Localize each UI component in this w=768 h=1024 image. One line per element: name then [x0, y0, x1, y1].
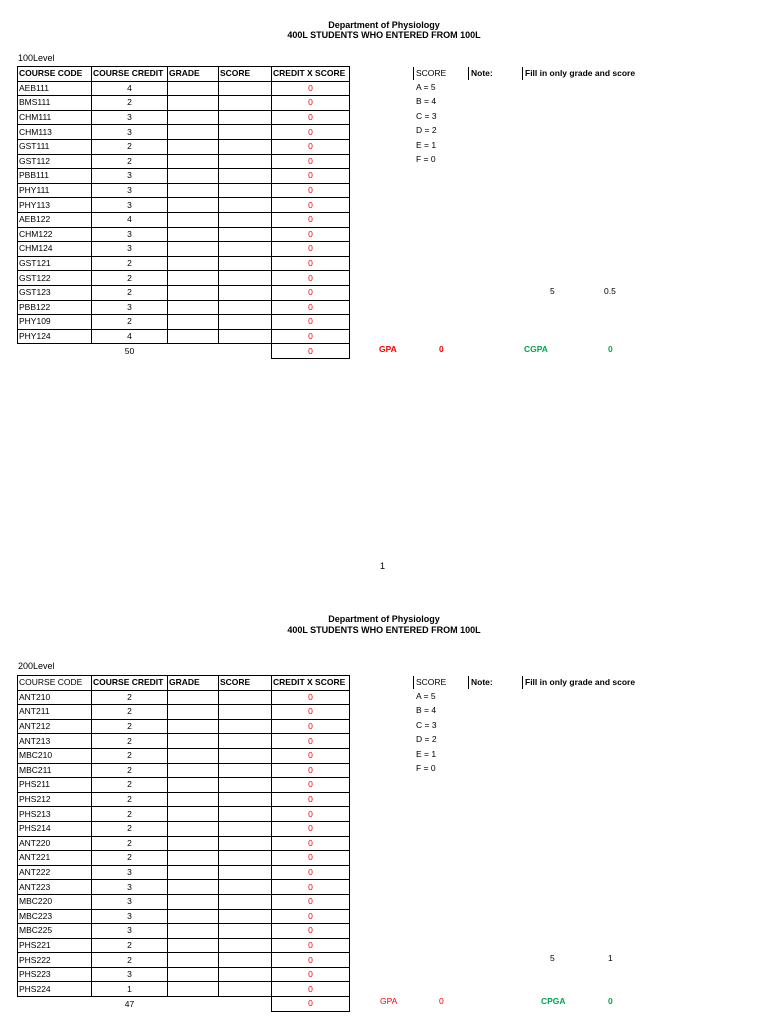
grade-cell[interactable] — [168, 748, 219, 763]
credit-x-score-cell: 0 — [272, 271, 350, 286]
credit-x-score-cell: 0 — [272, 96, 350, 111]
credit-x-score-cell: 0 — [272, 719, 350, 734]
credit-x-score-cell: 0 — [272, 880, 350, 895]
grade-cell[interactable] — [168, 315, 219, 330]
grade-cell[interactable] — [168, 924, 219, 939]
credit-x-score-cell: 0 — [272, 821, 350, 836]
credit-x-score-cell: 0 — [272, 924, 350, 939]
score-cell[interactable] — [219, 734, 272, 749]
score-cell[interactable] — [219, 169, 272, 184]
grade-cell[interactable] — [168, 880, 219, 895]
course-credit-cell: 2 — [92, 705, 168, 720]
table-row — [18, 880, 350, 895]
credit-x-score-cell: 0 — [272, 315, 350, 330]
grade-cell[interactable] — [168, 894, 219, 909]
course-credit-cell: 2 — [92, 792, 168, 807]
course-code-cell: ANT210 — [18, 690, 92, 705]
legend-item: B = 4 — [416, 705, 437, 716]
course-credit-cell: 2 — [92, 778, 168, 793]
course-code-cell: PHS221 — [18, 938, 92, 953]
credit-x-score-cell: 0 — [272, 778, 350, 793]
score-cell[interactable] — [219, 242, 272, 257]
table-row — [18, 924, 350, 939]
credit-x-score-cell: 0 — [272, 154, 350, 169]
course-code-cell: PHS212 — [18, 792, 92, 807]
cgpa-value: 0 — [608, 344, 613, 354]
grade-cell[interactable] — [168, 227, 219, 242]
header-grade: GRADE — [168, 676, 219, 691]
course-code-cell: PHS214 — [18, 821, 92, 836]
course-table — [17, 66, 350, 359]
grade-cell[interactable] — [168, 81, 219, 96]
credit-x-score-cell: 0 — [272, 865, 350, 880]
course-credit-cell: 3 — [92, 300, 168, 315]
legend-item: C = 3 — [416, 110, 437, 121]
grade-cell[interactable] — [168, 982, 219, 997]
level-label: 200Level — [18, 661, 55, 671]
course-code-cell: ANT222 — [18, 865, 92, 880]
course-code-cell: PBB111 — [18, 169, 92, 184]
table-row — [18, 705, 350, 720]
note-text: Fill in only grade and score — [522, 676, 635, 689]
course-credit-cell: 2 — [92, 271, 168, 286]
score-cell[interactable] — [219, 778, 272, 793]
grade-cell[interactable] — [168, 300, 219, 315]
table-row — [18, 110, 350, 125]
score-cell[interactable] — [219, 851, 272, 866]
table-row — [18, 865, 350, 880]
header-score: SCORE — [219, 67, 272, 82]
course-code-cell: ANT212 — [18, 719, 92, 734]
course-code-cell: CHM111 — [18, 110, 92, 125]
course-code-cell: PHS222 — [18, 953, 92, 968]
credit-x-score-cell: 0 — [272, 734, 350, 749]
grade-cell[interactable] — [168, 690, 219, 705]
header-grade: GRADE — [168, 67, 219, 82]
table-row — [18, 271, 350, 286]
table-row — [18, 734, 350, 749]
score-cell[interactable] — [219, 139, 272, 154]
note-text: Fill in only grade and score — [522, 67, 635, 80]
cgpa-value: 0 — [608, 996, 613, 1006]
credit-x-score-cell: 0 — [272, 227, 350, 242]
total-spacer — [219, 997, 272, 1012]
table-row — [18, 836, 350, 851]
course-code-cell: PHY109 — [18, 315, 92, 330]
course-credit-cell: 2 — [92, 154, 168, 169]
course-code-cell: GST111 — [18, 139, 92, 154]
course-code-cell: PHS211 — [18, 778, 92, 793]
score-cell[interactable] — [219, 705, 272, 720]
course-credit-cell: 2 — [92, 807, 168, 822]
score-cell[interactable] — [219, 719, 272, 734]
course-credit-cell: 3 — [92, 967, 168, 982]
grade-cell[interactable] — [168, 938, 219, 953]
header-course-credit: COURSE CREDIT — [92, 67, 168, 82]
course-credit-cell: 3 — [92, 198, 168, 213]
course-code-cell: AEB111 — [18, 81, 92, 96]
header-credit-x-score: CREDIT X SCORE — [272, 67, 350, 82]
total-row — [18, 344, 350, 359]
course-code-cell: ANT223 — [18, 880, 92, 895]
course-code-cell: CHM122 — [18, 227, 92, 242]
credit-x-score-cell: 0 — [272, 329, 350, 344]
course-credit-cell: 2 — [92, 719, 168, 734]
credit-x-score-cell: 0 — [272, 938, 350, 953]
credit-x-score-cell: 0 — [272, 198, 350, 213]
score-cell[interactable] — [219, 300, 272, 315]
total-credit-x-score: 0 — [272, 997, 350, 1012]
grade-cell[interactable] — [168, 154, 219, 169]
course-code-cell: GST121 — [18, 256, 92, 271]
header-course-credit: COURSE CREDIT — [92, 676, 168, 691]
table-row — [18, 748, 350, 763]
grade-cell[interactable] — [168, 851, 219, 866]
table-row — [18, 285, 350, 300]
grade-cell[interactable] — [168, 183, 219, 198]
table-row — [18, 169, 350, 184]
table-row — [18, 329, 350, 344]
score-cell[interactable] — [219, 96, 272, 111]
gpa-label: GPA — [380, 996, 398, 1006]
course-credit-cell: 2 — [92, 690, 168, 705]
grade-cell[interactable] — [168, 198, 219, 213]
header-course-code: COURSE CODE — [18, 676, 92, 691]
grade-cell[interactable] — [168, 807, 219, 822]
table-row — [18, 763, 350, 778]
course-code-cell: PHS224 — [18, 982, 92, 997]
extra-value-b: 0.5 — [604, 286, 616, 296]
table-row — [18, 81, 350, 96]
table-row — [18, 938, 350, 953]
table-row — [18, 807, 350, 822]
grade-cell[interactable] — [168, 139, 219, 154]
credit-x-score-cell: 0 — [272, 792, 350, 807]
credit-x-score-cell: 0 — [272, 183, 350, 198]
table-row — [18, 212, 350, 227]
credit-x-score-cell: 0 — [272, 285, 350, 300]
score-cell[interactable] — [219, 198, 272, 213]
extra-value-a: 5 — [550, 953, 555, 963]
legend-item: B = 4 — [416, 96, 437, 107]
page-number: 1 — [380, 561, 386, 571]
course-credit-cell: 3 — [92, 125, 168, 140]
course-code-cell: CHM124 — [18, 242, 92, 257]
gpa-value: 0 — [439, 344, 444, 354]
course-credit-cell: 3 — [92, 924, 168, 939]
credit-x-score-cell: 0 — [272, 836, 350, 851]
course-code-cell: PBB122 — [18, 300, 92, 315]
course-code-cell: ANT211 — [18, 705, 92, 720]
legend-item: E = 1 — [416, 748, 437, 759]
table-row — [18, 953, 350, 968]
score-cell[interactable] — [219, 924, 272, 939]
total-spacer — [18, 344, 92, 359]
course-credit-cell: 3 — [92, 169, 168, 184]
score-cell[interactable] — [219, 807, 272, 822]
grade-cell[interactable] — [168, 953, 219, 968]
course-credit-cell: 2 — [92, 851, 168, 866]
table-row — [18, 719, 350, 734]
table-row — [18, 821, 350, 836]
course-code-cell: MBC210 — [18, 748, 92, 763]
table-row — [18, 183, 350, 198]
credit-x-score-cell: 0 — [272, 909, 350, 924]
course-credit-cell: 2 — [92, 748, 168, 763]
table-row — [18, 778, 350, 793]
legend-item: E = 1 — [416, 139, 437, 150]
grade-cell[interactable] — [168, 967, 219, 982]
grade-cell[interactable] — [168, 110, 219, 125]
score-cell[interactable] — [219, 821, 272, 836]
table-row — [18, 227, 350, 242]
credit-x-score-cell: 0 — [272, 967, 350, 982]
grade-cell[interactable] — [168, 734, 219, 749]
course-code-cell: ANT221 — [18, 851, 92, 866]
course-code-cell: MBC225 — [18, 924, 92, 939]
score-cell[interactable] — [219, 836, 272, 851]
table-header-row — [18, 676, 350, 691]
header-credit-x-score: CREDIT X SCORE — [272, 676, 350, 691]
course-code-cell: PHY124 — [18, 329, 92, 344]
credit-x-score-cell: 0 — [272, 953, 350, 968]
course-code-cell: PHS223 — [18, 967, 92, 982]
course-credit-cell: 2 — [92, 821, 168, 836]
credit-x-score-cell: 0 — [272, 982, 350, 997]
course-credit-cell: 2 — [92, 96, 168, 111]
sheet-subtitle: 400L STUDENTS WHO ENTERED FROM 100L — [287, 30, 481, 40]
grade-cell[interactable] — [168, 329, 219, 344]
table-header-row — [18, 67, 350, 82]
level-label: 100Level — [18, 53, 55, 63]
score-cell[interactable] — [219, 865, 272, 880]
score-cell[interactable] — [219, 227, 272, 242]
score-cell[interactable] — [219, 690, 272, 705]
grade-cell[interactable] — [168, 212, 219, 227]
course-credit-cell: 3 — [92, 865, 168, 880]
credit-x-score-cell: 0 — [272, 169, 350, 184]
header-course-code: COURSE CODE — [18, 67, 92, 82]
score-cell[interactable] — [219, 81, 272, 96]
course-credit-cell: 3 — [92, 909, 168, 924]
legend-item: A = 5 — [416, 82, 436, 92]
total-spacer — [219, 344, 272, 359]
credit-x-score-cell: 0 — [272, 125, 350, 140]
table-row — [18, 315, 350, 330]
grade-cell[interactable] — [168, 865, 219, 880]
total-credit: 47 — [124, 998, 135, 1009]
department-title: Department of Physiology — [328, 614, 440, 624]
extra-value-b: 1 — [608, 953, 613, 963]
total-credit: 50 — [124, 345, 135, 356]
course-credit-cell: 3 — [92, 880, 168, 895]
score-cell[interactable] — [219, 748, 272, 763]
score-legend — [414, 67, 446, 166]
grade-cell[interactable] — [168, 836, 219, 851]
score-cell[interactable] — [219, 909, 272, 924]
course-credit-cell: 2 — [92, 139, 168, 154]
table-row — [18, 690, 350, 705]
score-cell[interactable] — [219, 315, 272, 330]
table-row — [18, 96, 350, 111]
score-cell[interactable] — [219, 329, 272, 344]
legend-header: SCORE — [413, 67, 446, 80]
table-row — [18, 125, 350, 140]
grade-cell[interactable] — [168, 256, 219, 271]
gpa-label: GPA — [379, 344, 397, 354]
course-code-cell: ANT220 — [18, 836, 92, 851]
course-code-cell: MBC211 — [18, 763, 92, 778]
course-code-cell: GST112 — [18, 154, 92, 169]
cgpa-label: CPGA — [541, 996, 566, 1006]
course-code-cell: ANT213 — [18, 734, 92, 749]
score-cell[interactable] — [219, 982, 272, 997]
credit-x-score-cell: 0 — [272, 690, 350, 705]
score-legend — [414, 676, 446, 775]
grade-cell[interactable] — [168, 125, 219, 140]
legend-item: D = 2 — [416, 734, 437, 745]
course-credit-cell: 2 — [92, 763, 168, 778]
score-cell[interactable] — [219, 938, 272, 953]
course-code-cell: AEB122 — [18, 212, 92, 227]
total-spacer — [168, 997, 219, 1012]
course-credit-cell: 3 — [92, 183, 168, 198]
course-code-cell: GST122 — [18, 271, 92, 286]
gpa-value: 0 — [439, 996, 444, 1006]
table-row — [18, 982, 350, 997]
credit-x-score-cell: 0 — [272, 81, 350, 96]
table-row — [18, 139, 350, 154]
score-cell[interactable] — [219, 763, 272, 778]
credit-x-score-cell: 0 — [272, 212, 350, 227]
course-credit-cell: 2 — [92, 836, 168, 851]
credit-x-score-cell: 0 — [272, 242, 350, 257]
table-row — [18, 894, 350, 909]
table-row — [18, 256, 350, 271]
course-code-cell: MBC223 — [18, 909, 92, 924]
table-row — [18, 792, 350, 807]
score-cell[interactable] — [219, 894, 272, 909]
total-row — [18, 997, 350, 1012]
grade-cell[interactable] — [168, 792, 219, 807]
credit-x-score-cell: 0 — [272, 748, 350, 763]
credit-x-score-cell: 0 — [272, 705, 350, 720]
note-label: Note: — [468, 676, 493, 689]
extra-value-a: 5 — [550, 286, 555, 296]
score-cell[interactable] — [219, 880, 272, 895]
score-cell[interactable] — [219, 953, 272, 968]
table-row — [18, 851, 350, 866]
score-cell[interactable] — [219, 183, 272, 198]
sheet-subtitle: 400L STUDENTS WHO ENTERED FROM 100L — [287, 625, 481, 635]
table-row — [18, 909, 350, 924]
course-code-cell: GST123 — [18, 285, 92, 300]
grade-cell[interactable] — [168, 909, 219, 924]
course-code-cell: MBC220 — [18, 894, 92, 909]
grade-cell[interactable] — [168, 169, 219, 184]
table-row — [18, 242, 350, 257]
credit-x-score-cell: 0 — [272, 139, 350, 154]
grade-cell[interactable] — [168, 285, 219, 300]
cgpa-label: CGPA — [524, 344, 548, 354]
table-row — [18, 198, 350, 213]
course-credit-cell: 2 — [92, 938, 168, 953]
course-credit-cell: 3 — [92, 227, 168, 242]
course-credit-cell: 3 — [92, 894, 168, 909]
table-row — [18, 967, 350, 982]
course-credit-cell: 4 — [92, 329, 168, 344]
credit-x-score-cell: 0 — [272, 300, 350, 315]
credit-x-score-cell: 0 — [272, 763, 350, 778]
credit-x-score-cell: 0 — [272, 894, 350, 909]
course-credit-cell: 4 — [92, 81, 168, 96]
grade-cell[interactable] — [168, 271, 219, 286]
credit-x-score-cell: 0 — [272, 256, 350, 271]
course-credit-cell: 3 — [92, 242, 168, 257]
grade-cell[interactable] — [168, 821, 219, 836]
credit-x-score-cell: 0 — [272, 110, 350, 125]
grade-cell[interactable] — [168, 96, 219, 111]
score-cell[interactable] — [219, 285, 272, 300]
score-cell[interactable] — [219, 110, 272, 125]
score-cell[interactable] — [219, 792, 272, 807]
table-row — [18, 154, 350, 169]
course-code-cell: PHY113 — [18, 198, 92, 213]
course-credit-cell: 2 — [92, 315, 168, 330]
course-credit-cell: 2 — [92, 734, 168, 749]
total-credit-x-score: 0 — [272, 344, 350, 359]
course-credit-cell: 4 — [92, 212, 168, 227]
grade-cell[interactable] — [168, 705, 219, 720]
score-cell[interactable] — [219, 256, 272, 271]
score-cell[interactable] — [219, 967, 272, 982]
grade-cell[interactable] — [168, 778, 219, 793]
legend-item: C = 3 — [416, 719, 437, 730]
legend-item: D = 2 — [416, 125, 437, 136]
score-cell[interactable] — [219, 125, 272, 140]
grade-cell[interactable] — [168, 242, 219, 257]
grade-cell[interactable] — [168, 763, 219, 778]
course-code-cell: BMS111 — [18, 96, 92, 111]
legend-item: F = 0 — [416, 153, 436, 164]
course-table — [17, 675, 350, 1012]
note-label: Note: — [468, 67, 493, 80]
table-row — [18, 300, 350, 315]
total-spacer — [18, 997, 92, 1012]
legend-header: SCORE — [413, 676, 446, 689]
score-cell[interactable] — [219, 212, 272, 227]
course-code-cell: CHM113 — [18, 125, 92, 140]
score-cell[interactable] — [219, 154, 272, 169]
score-cell[interactable] — [219, 271, 272, 286]
course-credit-cell: 2 — [92, 953, 168, 968]
course-code-cell: PHY111 — [18, 183, 92, 198]
course-credit-cell: 2 — [92, 285, 168, 300]
grade-cell[interactable] — [168, 719, 219, 734]
total-spacer — [168, 344, 219, 359]
legend-item: F = 0 — [416, 762, 436, 773]
header-score: SCORE — [219, 676, 272, 691]
department-title: Department of Physiology — [328, 20, 440, 30]
course-credit-cell: 2 — [92, 256, 168, 271]
legend-item: A = 5 — [416, 691, 436, 701]
course-credit-cell: 1 — [92, 982, 168, 997]
course-code-cell: PHS213 — [18, 807, 92, 822]
course-credit-cell: 3 — [92, 110, 168, 125]
credit-x-score-cell: 0 — [272, 851, 350, 866]
credit-x-score-cell: 0 — [272, 807, 350, 822]
